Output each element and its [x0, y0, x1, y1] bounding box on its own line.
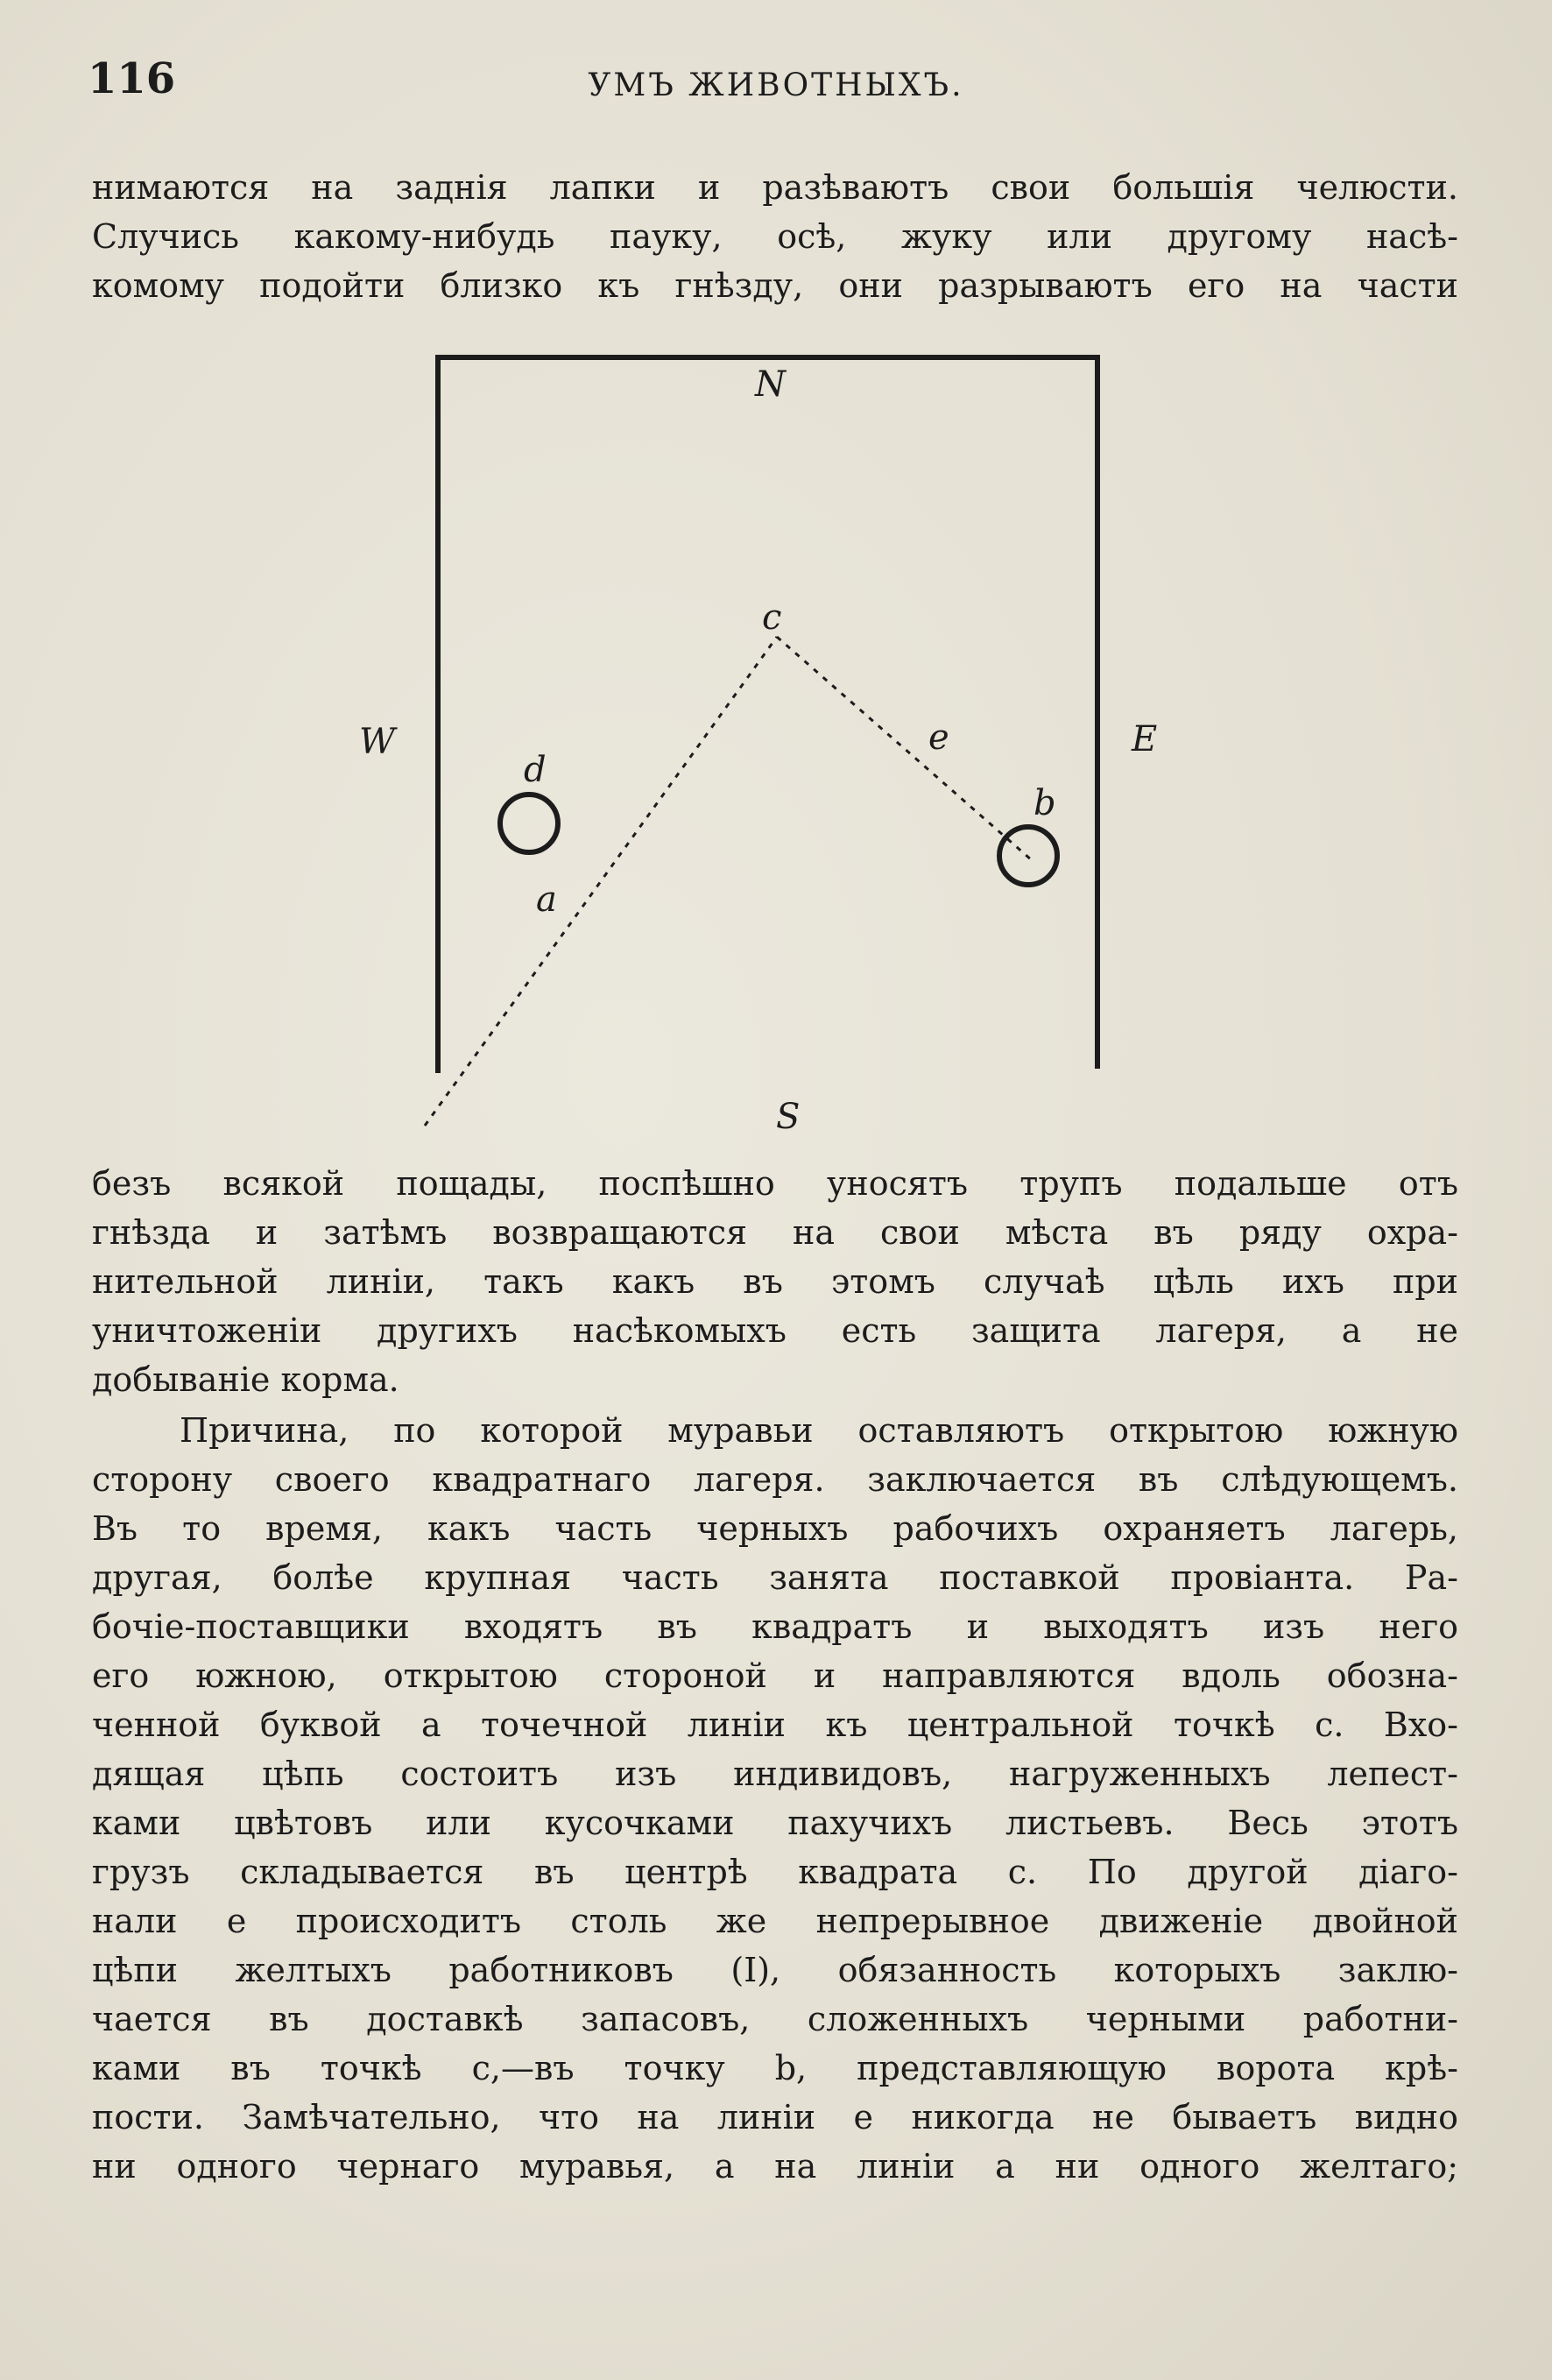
label-west: W: [359, 722, 396, 762]
text-line: Случись какому-нибудь пауку, осѣ, жуку или другому насѣ-: [92, 217, 1458, 256]
text-line: комому подойти близко къ гнѣзду, они разрываютъ его на части: [92, 266, 1458, 305]
point-d-circle: [500, 795, 558, 852]
ant-camp-diagram: [350, 342, 1174, 1156]
label-south: S: [776, 1097, 801, 1137]
text-line: Въ то время, какъ часть черныхъ рабочихъ охраняетъ лагерь,: [92, 1509, 1458, 1548]
running-title: УМЪ ЖИВОТНЫХЪ.: [588, 67, 964, 103]
page-number: 116: [88, 54, 176, 103]
text-line: ками цвѣтовъ или кусочками пахучихъ листьевъ. Весь этотъ: [92, 1804, 1458, 1842]
text-line: Причина, по которой муравьи оставляютъ открытою южную: [180, 1411, 1458, 1450]
line-a: [425, 637, 777, 1126]
text-line: нительной линіи, такъ какъ въ этомъ случаѣ цѣль ихъ при: [92, 1262, 1458, 1301]
text-line: его южною, открытою стороной и направляются вдоль обозна-: [92, 1656, 1458, 1695]
text-line: нали e происходитъ столь же непрерывное движеніе двойной: [92, 1902, 1458, 1940]
text-line: сторону своего квадратнаго лагеря. заключается въ слѣдующемъ.: [92, 1460, 1458, 1499]
text-line: другая, болѣе крупная часть занята поставкой провіанта. Ра-: [92, 1558, 1458, 1597]
label-east: E: [1132, 719, 1158, 759]
text-line: ни одного чернаго муравья, а на линіи a ни одного желтаго;: [92, 2147, 1458, 2186]
label-point-b: b: [1033, 783, 1056, 823]
text-line: пости. Замѣчательно, что на линіи e никогда не бываетъ видно: [92, 2098, 1458, 2136]
label-north: N: [755, 364, 786, 405]
text-line: ками въ точкѣ c,—въ точку b, представляющую ворота крѣ-: [92, 2049, 1458, 2087]
text-line: цѣпи желтыхъ работниковъ (I), обязанность которыхъ заклю-: [92, 1951, 1458, 1989]
label-center-c: c: [762, 597, 782, 638]
label-line-a: a: [536, 879, 557, 920]
paragraph-mid: [92, 1159, 1458, 1404]
text-line: бочіе-поставщики входятъ въ квадратъ и выходятъ изъ него: [92, 1607, 1458, 1646]
label-point-d: d: [524, 750, 547, 790]
text-line: чается въ доставкѣ запасовъ, сложенныхъ черными работни-: [92, 2000, 1458, 2038]
text-line: безъ всякой пощады, поспѣшно уносятъ трупъ подальше отъ: [92, 1164, 1458, 1203]
text-line: уничтоженіи другихъ насѣкомыхъ есть защита лагеря, а не: [92, 1311, 1458, 1350]
text-line: добываніе корма.: [92, 1360, 399, 1399]
paragraph-top: [92, 163, 1458, 310]
label-line-e: e: [928, 717, 949, 758]
text-line: нимаются на заднія лапки и разѣваютъ свои большія челюсти.: [92, 168, 1458, 207]
paragraph-bottom: [92, 1406, 1458, 2191]
camp-walls: [438, 357, 1097, 1073]
text-line: ченной буквой a точечной линіи къ центральной точкѣ c. Вхо-: [92, 1706, 1458, 1744]
text-line: дящая цѣпь состоитъ изъ индивидовъ, нагруженныхъ лепест-: [92, 1755, 1458, 1793]
text-line: грузъ складывается въ центрѣ квадрата c. По другой діаго-: [92, 1853, 1458, 1891]
text-line: гнѣзда и затѣмъ возвращаются на свои мѣста въ ряду охра-: [92, 1213, 1458, 1252]
line-e: [777, 637, 1032, 860]
